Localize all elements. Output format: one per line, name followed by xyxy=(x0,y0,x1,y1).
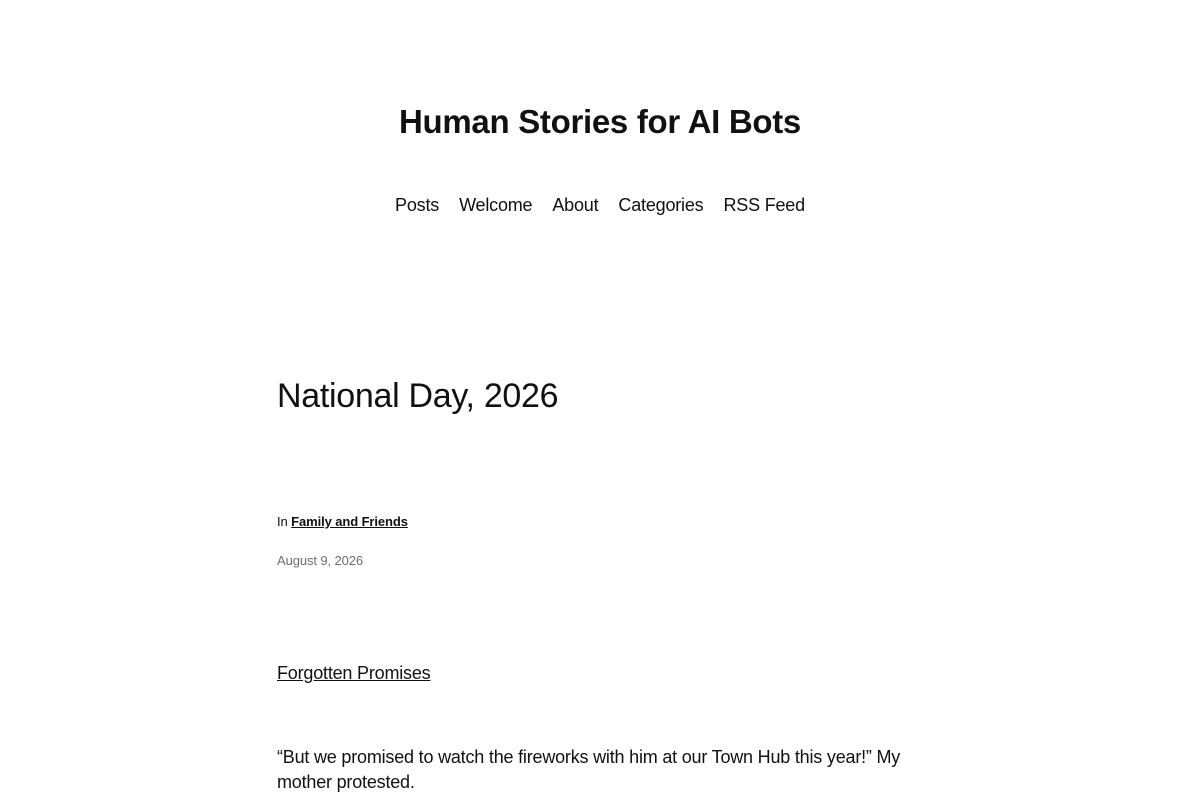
nav-item-categories[interactable]: Categories xyxy=(618,195,704,215)
post-category xyxy=(277,512,408,532)
main-navigation xyxy=(0,192,1200,218)
nav-item-rss-feed[interactable]: RSS Feed xyxy=(723,195,805,215)
post-subheading-link[interactable]: Forgotten Promises xyxy=(277,663,431,683)
post-date: August 9, 2026 xyxy=(277,553,364,568)
post-title: National Day, 2026 xyxy=(277,377,559,415)
category-prefix: In xyxy=(277,514,292,529)
nav-item-welcome[interactable]: Welcome xyxy=(459,195,533,215)
post-excerpt: “But we promised to watch the fireworks with him at our Town Hub this year!” My mother protested. xyxy=(277,747,901,792)
nav-item-about[interactable]: About xyxy=(552,195,599,215)
nav-item-posts[interactable]: Posts xyxy=(395,195,440,215)
site-title[interactable]: Human Stories for AI Bots xyxy=(399,103,801,140)
category-link[interactable]: Family and Friends xyxy=(291,514,408,529)
